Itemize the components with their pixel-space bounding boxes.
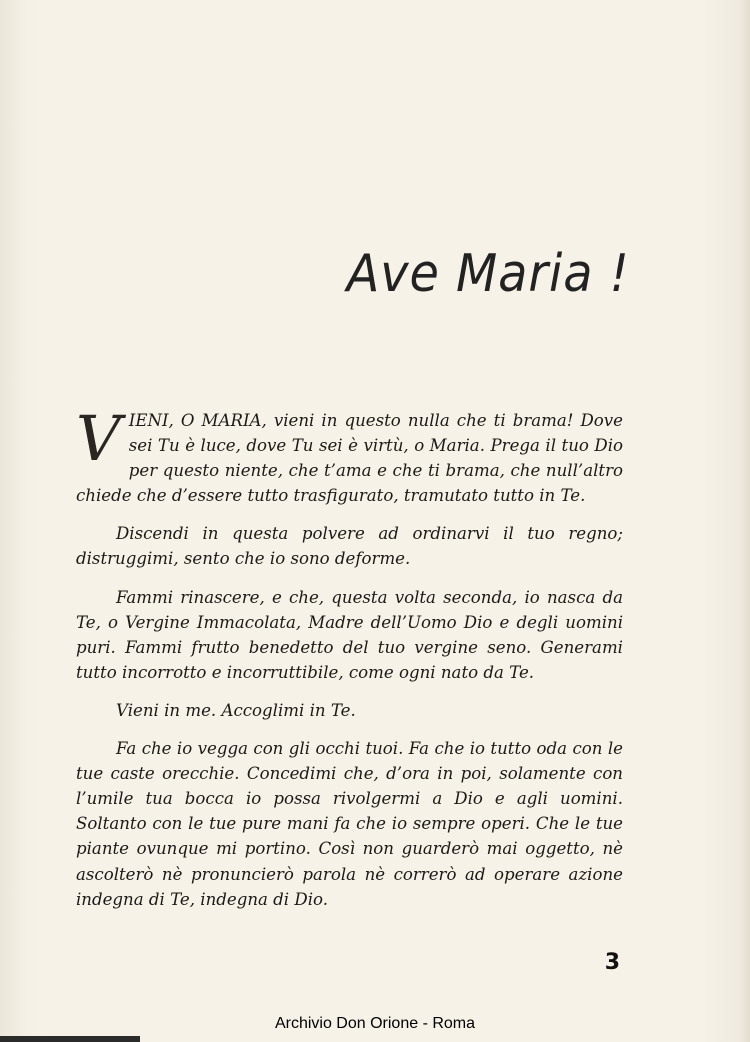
- archive-label: Archivio Don Orione - Roma: [274, 1015, 476, 1032]
- page-title: Ave Maria !: [346, 244, 630, 304]
- paragraph-3: Fammi rinascere, e che, questa volta seconda, io nasca da Te, o Vergine Immacolata, Madre dell’Uomo Dio e degli uomini puri. Fammi frutto benedetto del tuo vergine seno. Generami tutto incorrotto e incorruttibile, come ogni nato da Te.: [76, 587, 623, 682]
- scan-edge-bar: [0, 1036, 140, 1042]
- paragraph-5: Fa che io vegga con gli occhi tuoi. Fa che io tutto oda con le tue caste orecchie. Concedimi che, d’ora in poi, solamente con l’umile tua bocca io possa rivolgermi a Dio e agli uomini. Soltanto con le tue pure mani fa che io sempre operi. Che le tue piante ovunque mi portino. Così non guarderò mai oggetto, nè ascolterò nè pronuncierò parola nè correrò ad operare azione indegna di Te, indegna di Dio.: [76, 739, 623, 909]
- prayer-text: [76, 402, 623, 912]
- paragraph-1: [76, 402, 623, 508]
- paragraph-4: Vieni in me. Accoglimi in Te.: [116, 700, 356, 720]
- page-number: 3: [604, 950, 620, 975]
- paragraph-2: Discendi in questa polvere ad ordinarvi il tuo regno; distruggimi, sento che io sono deforme.: [76, 524, 623, 569]
- paragraph-1-text: IENI, O MARIA, vieni in questo nulla che ti brama! Dove sei Tu è luce, dove Tu sei è virtù, o Maria. Prega il tuo Dio per questo niente, che t’ama e che ti brama, che null’altro chiede che d’essere tutto trasfigurato, tramutato tutto in Te.: [76, 411, 623, 506]
- drop-cap: V: [76, 402, 121, 475]
